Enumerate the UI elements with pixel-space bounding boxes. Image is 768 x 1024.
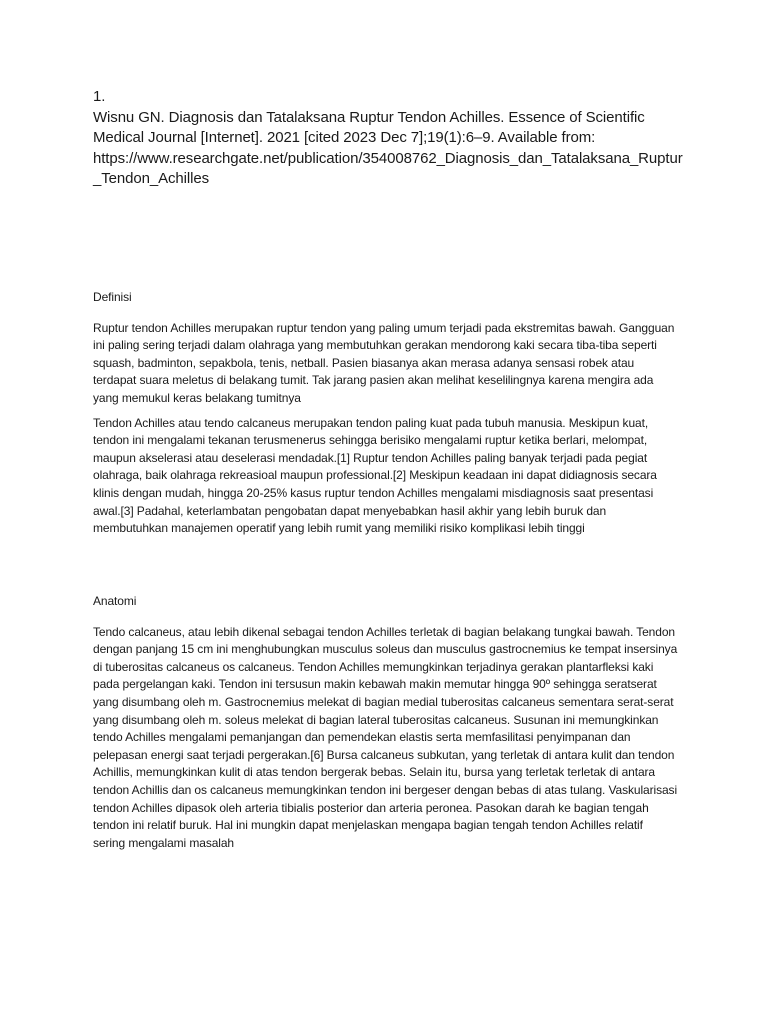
section-anatomi (93, 593, 678, 859)
reference-entry (93, 87, 683, 190)
paragraph: Tendon Achilles atau tendo calcaneus merupakan tendon paling kuat pada tubuh manusia. Meskipun kuat, tendon ini mengalami tekanan terusmenerus sehingga berisiko mengalami ruptur ketika berlari, melompat, maupun akselerasi atau deselerasi mendadak.[1] Ruptur tendon Achilles paling banyak terjadi pada pegiat olahraga, baik olahraga rekreasioal maupun professional.[2] Meskipun keadaan ini dapat didiagnosis secara klinis dengan mudah, hingga 20-25% kasus ruptur tendon Achilles mengalami misdiagnosis saat presentasi awal.[3] Padahal, keterlambatan pengobatan dapat menyebabkan hasil akhir yang lebih buruk dan membutuhkan manajemen operatif yang lebih rumit yang memiliki risiko komplikasi lebih tinggi (93, 415, 657, 536)
section-heading: Anatomi (93, 594, 137, 608)
paragraph: Tendo calcaneus, atau lebih dikenal sebagai tendon Achilles terletak di bagian belakang tungkai bawah. Tendon dengan panjang 15 cm ini menghubungkan musculus soleus dan musculus gastrocnemius ke tempat insersinya di tuberositas calcaneus os calcaneus. Tendon Achilles memungkinkan terjadinya gerakan plantarfleksi kaki pada pergelangan kaki. Tendon ini tersusun makin kebawah makin memutar hingga 90º sehingga seratserat yang disumbang oleh m. Gastrocnemius melekat di bagian medial tuberositas calcaneus sementara serat-serat yang disumbang oleh m. soleus melekat di bagian lateral tuberositas calcaneus. Susunan ini memungkinkan tendo Achilles mengalami pemanjangan dan pemendekan elastis serta memfasilitasi penyimpanan dan pelepasan energi saat terjadi pergerakan.[6] Bursa calcaneus subkutan, yang terletak di antara kulit dan tendon Achillis, memungkinkan kulit di atas tendon bergerak bebas. Selain itu, bursa yang terletak terletak di antara tendon Achillis dan os calcaneus memungkinkan tendon ini bergeser dengan bebas di atas tulang. Vaskularisasi tendon Achilles dipasok oleh arteria tibialis posterior dan arteria peronea. Pasokan darah ke bagian tengah tendon ini relatif buruk. Hal ini mungkin dapat menjelaskan mengapa bagian tengah tendon Achilles relatif sering mengalami masalah (93, 624, 678, 850)
section-heading: Definisi (93, 290, 132, 304)
reference-number: 1. (93, 88, 106, 105)
reference-citation: Wisnu GN. Diagnosis dan Tatalaksana Ruptur Tendon Achilles. Essence of Scientific Medical Journal [Internet]. 2021 [cited 2023 Dec 7];19(1):6–9. Available from: (93, 108, 645, 146)
paragraph: Ruptur tendon Achilles merupakan ruptur tendon yang paling umum terjadi pada ekstremitas bawah. Gangguan ini paling sering terjadi dalam olahraga yang membutuhkan gerakan mendorong kaki secara tiba-tiba seperti squash, badminton, sepakbola, tenis, netball. Pasien biasanya akan merasa adanya sensasi robek atau terdapat suara meletus di belakang tumit. Tak jarang pasien akan melihat keselilingnya karena mengira ada yang memukul keras belakang tumitnya (93, 320, 675, 405)
reference-url[interactable]: https://www.researchgate.net/publication/354008762_Diagnosis_dan_Tatalaksana_Ruptur_Tendon_Achilles (93, 149, 683, 187)
section-definisi (93, 289, 678, 545)
